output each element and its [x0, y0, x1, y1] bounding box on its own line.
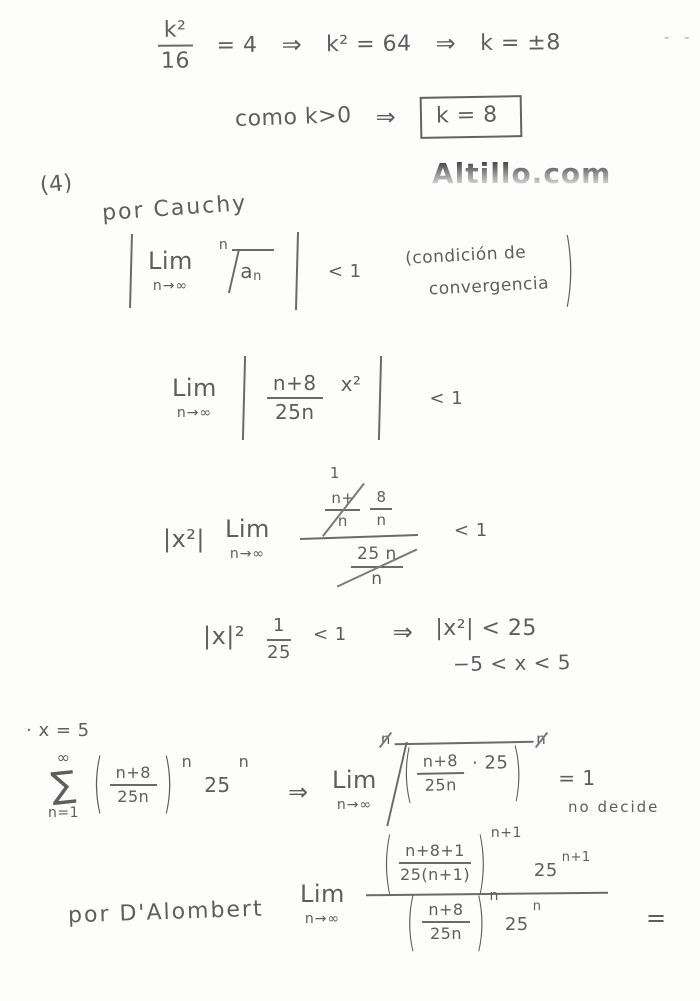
less-than-one: < 1 — [312, 624, 347, 645]
less-than-one: < 1 — [453, 520, 488, 542]
boxed-result-k8: k = 8 — [420, 95, 522, 139]
cauchy-condition-eq — [130, 224, 575, 318]
lim-subscript: n→∞ — [336, 797, 373, 813]
fraction-n8-25n — [110, 764, 157, 807]
fraction-denominator: n — [376, 511, 387, 530]
close-paren-tall: ) — [162, 747, 174, 823]
implies-arrow-icon: ⇒ — [288, 778, 309, 806]
fraction-denominator: 25n — [117, 787, 150, 806]
lim-word: Lim — [172, 374, 217, 402]
fraction-denominator: 25n — [429, 924, 462, 944]
exponent-n: n — [181, 751, 193, 771]
implies-arrow-icon: ⇒ — [392, 618, 414, 646]
big-fraction-numerator — [325, 488, 392, 531]
exponent-n: n — [489, 888, 499, 905]
fraction-n-n — [325, 490, 360, 531]
fraction-numerator: n+ — [325, 490, 360, 511]
cancelled-25n-over-n — [351, 544, 403, 590]
lim-subscript: n→∞ — [176, 405, 213, 421]
fraction-denominator: n — [337, 512, 348, 531]
eq-k-positive — [235, 96, 522, 138]
exponent-n: n — [238, 751, 250, 771]
base-25: 25 — [533, 859, 558, 881]
root-index: n — [218, 237, 229, 253]
less-than-one: < 1 — [327, 260, 362, 282]
ratio-numerator — [383, 824, 591, 903]
main-fraction-bar — [300, 533, 418, 539]
no-decide-note: no decide — [568, 798, 660, 816]
lim-subscript: n→∞ — [152, 278, 189, 294]
fraction-numerator: 1 — [267, 616, 291, 641]
close-paren-tall: ) — [476, 824, 487, 903]
limit-block — [225, 514, 270, 562]
fraction-numerator: k² — [158, 17, 193, 47]
case-x-equals-5: · x = 5 — [26, 720, 90, 741]
limit-block — [300, 882, 345, 926]
eq-k2-64: k² = 64 — [326, 31, 412, 58]
fraction-n8-25n — [417, 752, 465, 796]
exponent-n-plus-1: n+1 — [561, 849, 591, 865]
fraction-denominator: 25n — [424, 775, 457, 796]
cancelled-n-over-n — [325, 488, 360, 531]
fraction-n9-25n1 — [399, 842, 471, 885]
fraction-numerator: 8 — [370, 489, 392, 510]
fraction-n8-25n — [267, 372, 323, 424]
cancel-result-one: 1 — [329, 464, 340, 482]
limit-block — [148, 249, 193, 293]
big-fraction — [300, 464, 418, 590]
note-line-1: (condición de — [404, 242, 527, 269]
method-title-dalembert: por D'Alombert — [67, 896, 265, 929]
limit-block — [332, 768, 377, 812]
abs-bar-right — [295, 232, 299, 310]
exponent-n-plus-1: n+1 — [490, 825, 522, 842]
fraction-8-n — [370, 489, 392, 530]
item-label-4: (4) — [38, 170, 74, 199]
lim-word: Lim — [300, 880, 345, 908]
ratio-denominator — [406, 885, 542, 959]
implies-arrow-icon: ⇒ — [435, 29, 457, 58]
less-than-one: < 1 — [429, 387, 464, 409]
closing-paren-tall: ) — [563, 224, 575, 318]
close-paren-tall: ) — [475, 885, 486, 959]
cancelled-exponent-n: n — [536, 730, 547, 748]
fraction-denominator: 25(n+1) — [400, 865, 471, 885]
summation-block — [48, 750, 79, 820]
equals-one: = 1 — [558, 766, 596, 790]
sum-upper-bound: ∞ — [56, 748, 71, 767]
fraction-denominator: n — [371, 569, 383, 590]
open-interval: −5 < x < 5 — [453, 649, 572, 677]
nth-root — [218, 237, 274, 293]
note-line-2: convergencia — [427, 273, 550, 300]
fraction-numerator: n+8 — [110, 764, 157, 786]
open-paren-tall: ( — [383, 824, 394, 903]
implies-arrow-icon: ⇒ — [375, 103, 397, 131]
close-paren-tall: ) — [511, 735, 523, 809]
como-k-gt-0: como k>0 — [234, 102, 353, 132]
interval-result-eq — [203, 616, 571, 675]
eq-solve-k — [158, 14, 561, 74]
dalembert-ratio — [366, 824, 608, 959]
abs-x-squared: |x²| — [163, 524, 205, 553]
fraction-k2-16 — [158, 17, 193, 74]
fraction-1-25 — [267, 616, 291, 663]
abs-x-squared: |x|² — [203, 622, 245, 650]
sigma-icon: ∑ — [48, 763, 78, 808]
abs-bar-left — [129, 234, 133, 308]
limit-block — [172, 376, 217, 420]
open-paren-tall: ( — [93, 747, 104, 823]
altillo-watermark: Altillo.com — [432, 157, 612, 190]
lim-subscript: n→∞ — [229, 545, 266, 562]
fraction-n8-25n — [422, 901, 469, 944]
fraction-numerator: n+8 — [267, 372, 323, 399]
lim-word: Lim — [332, 766, 377, 794]
result-column — [435, 616, 571, 675]
x-squared-factor: x² — [340, 372, 362, 396]
equals-4: = 4 — [216, 32, 258, 59]
exponent-n: n — [532, 898, 542, 914]
nth-root — [380, 730, 547, 826]
nth-root-limit — [332, 730, 596, 826]
lim-subscript: n→∞ — [304, 911, 341, 927]
base-25: 25 — [204, 773, 231, 797]
radicand — [394, 735, 534, 811]
trailing-equals: = — [646, 904, 667, 932]
radicand-subscript: n — [253, 268, 262, 284]
division-by-n-step — [163, 464, 488, 590]
main-fraction-bar — [366, 892, 608, 897]
open-paren-tall: ( — [406, 885, 417, 959]
lim-word: Lim — [148, 247, 193, 275]
abs-x2-lt-25: |x²| < 25 — [435, 616, 537, 641]
abs-bar-right — [378, 356, 382, 440]
convergence-note — [404, 235, 549, 307]
method-title-cauchy: por Cauchy — [101, 190, 249, 227]
eq-k-pm8: k = ±8 — [480, 30, 561, 56]
lim-word: Lim — [225, 514, 270, 543]
fraction-denominator: 25 — [267, 641, 291, 663]
stray-pen-marks: - - — [664, 28, 695, 46]
fraction-denominator: 25n — [274, 400, 315, 424]
open-paren-tall: ( — [402, 737, 414, 811]
limit-inequality-eq — [172, 356, 463, 440]
fraction-numerator: n+8+1 — [399, 842, 471, 864]
fraction-25n-n — [351, 545, 403, 590]
times-25: · 25 — [471, 752, 509, 774]
base-25: 25 — [504, 913, 529, 935]
implies-arrow-icon: ⇒ — [281, 30, 303, 59]
radicand-base: a — [240, 259, 254, 283]
fraction-numerator: 25 n — [351, 545, 403, 569]
series-expression — [48, 747, 250, 823]
fraction-numerator: n+8 — [417, 752, 465, 775]
fraction-denominator: 16 — [160, 48, 191, 75]
abs-bar-left — [242, 356, 246, 440]
fraction-numerator: n+8 — [422, 901, 469, 923]
cancelled-root-index: n — [380, 730, 391, 748]
sum-lower-bound: n=1 — [48, 805, 80, 821]
